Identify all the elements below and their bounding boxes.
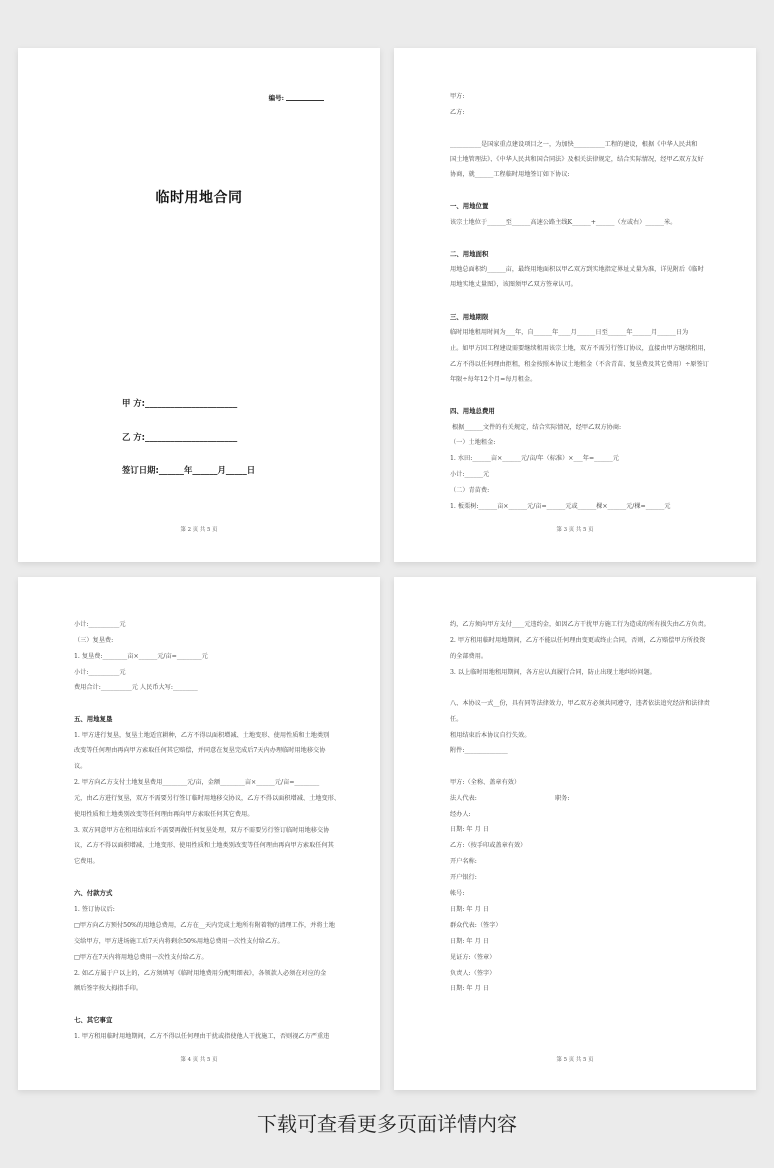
section-heading: 七、其它事宜 (74, 1016, 113, 1024)
text-line: 费用合计:__________元 人民币大写:________ (74, 684, 198, 691)
section-heading: 四、用地总费用 (450, 407, 495, 415)
text-line: 额后签字按大拇指手印。 (74, 985, 143, 992)
contract-page-4 (18, 577, 380, 1090)
text-line: 小计:______元 (450, 471, 490, 478)
text-line: 年限÷每年12个月=每月租金。 (450, 376, 537, 383)
text-line: 3. 以上临时用地租用期间，各方应认真履行合同，防止出现土地纠纷问题。 (450, 669, 656, 676)
text-line: 甲方:（全称、盖章有效） (450, 779, 521, 786)
text-line: 止。如甲方因工程建设需要继续租用该宗土地，双方不需另行签订协议，直接由甲方继续租用， (450, 345, 710, 352)
section-heading: 一、用地位置 (450, 202, 489, 210)
text-line: 法人代表: (450, 795, 477, 802)
text-line: 日期: 年 月 日 (450, 938, 489, 945)
text-line: 八、本协议一式__份，具有同等法律效力，甲乙双方必须共同遵守，违者依法追究经济和法律责 (450, 700, 710, 707)
text-line: 1. 甲方租用临时用地期间，乙方不得以任何理由干扰或指使他人干扰施工，否则视乙方严重违 (74, 1033, 330, 1040)
text-line: □甲方在7天内将用地总费用一次性支付给乙方。 (74, 954, 208, 961)
text-line: 的全部费用。 (450, 653, 488, 660)
text-line: 2. 如乙方属于户以上的，乙方须填写《临时用地费用分配明细表》，各领款人必须在对应的金 (74, 970, 327, 977)
text-line: 开户名称: (450, 858, 477, 865)
text-line: 1. 甲方进行复垦，复垦土地适宜耕种，乙方不得以面积增减、土地变形、使用性质和土地类别 (74, 732, 330, 739)
contract-title: 临时用地合同 (155, 190, 243, 206)
contract-cover-page (18, 48, 380, 562)
text-line: 临时用地租用时间为___年，自______年____月______日至______年______月______日为 (450, 329, 689, 336)
text-line: 约，乙方须向甲方支付____元违约金，如因乙方干扰甲方施工行为造成的所有损失由乙方负责。 (450, 621, 710, 628)
text-line: （二）青苗费: (450, 487, 490, 494)
page-footer: 第 5 页 共 5 页 (556, 1057, 594, 1063)
section-heading: 三、用地期限 (450, 313, 489, 321)
sign-date-line: 签订日期:______年______月_____日 (122, 465, 256, 475)
text-line: 改变等任何理由再向甲方索取任何其它赔偿，并同意在复垦完成后7天内办理临时用地移交协 (74, 747, 326, 754)
text-line: 用地总面积约______亩，最终用地面积以甲乙双方到实地指定界址丈量为准，详见附后《临时 (450, 266, 704, 273)
text-line: 根据______文件的有关规定，结合实际情况，经甲乙双方协商: (452, 424, 622, 431)
text-line: 小计:__________元 (74, 621, 126, 628)
text-line: 该宗土地位于______至______高速公路主线K______+______（左或右）______米。 (450, 219, 677, 226)
text-line: 国土地管理法》、《中华人民共和国合同法》及相关法律规定，结合实际情况，经甲乙双方友好 (450, 156, 704, 163)
text-line: 议。 (74, 763, 87, 770)
contract-number-label: 编号: (269, 93, 324, 102)
text-line: （一）土地租金: (450, 439, 496, 446)
section-heading: 二、用地面积 (450, 250, 489, 258)
text-line: 用地实地丈量图》，该图须甲乙双方签章认可。 (450, 281, 577, 288)
text-line: 见证方:（签章） (450, 954, 496, 961)
text-line: 任。 (450, 716, 463, 723)
text-line: 议，乙方不得以面积增减、土地变形、使用性质和土地类别改变等任何理由再向甲方索取任何其 (74, 842, 334, 849)
text-line: 1. 复垦费:________亩×______元/亩=________元 (74, 653, 208, 660)
text-line: 乙方不得以任何理由拒租，租金按照本协议土地租金（不含青苗、复垦费及其它费用）÷原签订 (450, 361, 709, 368)
section-heading: 六、付款方式 (74, 889, 113, 897)
text-line: 使用性质和土地类别改变等任何理由再向甲方索取任何其它费用。 (74, 811, 254, 818)
text-line: 负责人:（签字） (450, 970, 496, 977)
text-line: __________是国家重点建设项目之一，为加快__________工程的建设，根据《中华人民共和 (450, 141, 698, 148)
contract-page-5 (394, 577, 756, 1090)
party-b-line: 乙 方:______________________ (122, 432, 238, 442)
text-line: 租用结束后本协议自行失效。 (450, 732, 531, 739)
text-line: 2. 甲方向乙方支付土地复垦费用________元/亩，金额________亩×______元/亩=________ (74, 779, 320, 786)
text-line: 1. 水田:______亩×______元/亩/年（标准）×___年=______元 (450, 455, 619, 462)
text-line: 日期: 年 月 日 (450, 985, 489, 992)
text-line: 1. 签订协议后: (74, 906, 115, 913)
download-caption: 下载可查看更多页面详情内容 (257, 1112, 517, 1136)
text-line: 附件:______________ (450, 747, 508, 754)
text-line: 日期: 年 月 日 (450, 906, 489, 913)
text-line: 经办人: (450, 811, 471, 818)
text-line: 甲方: (450, 93, 465, 100)
text-line: 协商，就______工程临时用地签订如下协议: (450, 171, 570, 178)
party-a-line: 甲 方:______________________ (122, 398, 238, 408)
page-footer: 第 2 页 共 5 页 (180, 527, 218, 533)
text-line: 职务: (555, 795, 570, 802)
text-line: □甲方向乙方预付50%的用地总费用，乙方在__天内完成土地所有附着物的清理工作，并将土地 (74, 922, 335, 929)
text-line: 1. 板栗树:______亩×______元/亩=______元或______棵×______元/棵=______元 (450, 503, 671, 510)
text-line: 交给甲方，甲方进场施工后7天内将剩余50%用地总费用一次性支付给乙方。 (74, 938, 284, 945)
text-line: 乙方: (450, 109, 465, 116)
text-line: 群众代表:（签字） (450, 922, 502, 929)
page-footer: 第 4 页 共 5 页 (180, 1057, 218, 1063)
section-heading: 五、用地复垦 (74, 715, 113, 723)
page-footer: 第 3 页 共 5 页 (556, 527, 594, 533)
text-line: 帐号: (450, 890, 465, 897)
text-line: 元，由乙方进行复垦，双方不需要另行签订临时用地移交协议，乙方不得以面积增减、土地变形、 (74, 795, 341, 802)
text-line: （三）复垦费: (74, 637, 114, 644)
text-line: 日期: 年 月 日 (450, 826, 489, 833)
text-line: 乙方:（按手印或盖章有效） (450, 842, 527, 849)
text-line: 2. 甲方租用临时用地期间，乙方不能以任何理由变更或终止合同，否则，乙方赔偿甲方所投资 (450, 637, 706, 644)
text-line: 小计:__________元 (74, 669, 126, 676)
text-line: 它费用。 (74, 858, 99, 865)
text-line: 3. 双方同意甲方在租用结束后不需要再做任何复垦处理，双方不需要另行签订临时用地移交协 (74, 827, 330, 834)
text-line: 开户银行: (450, 874, 477, 881)
contract-page-3 (394, 48, 756, 562)
